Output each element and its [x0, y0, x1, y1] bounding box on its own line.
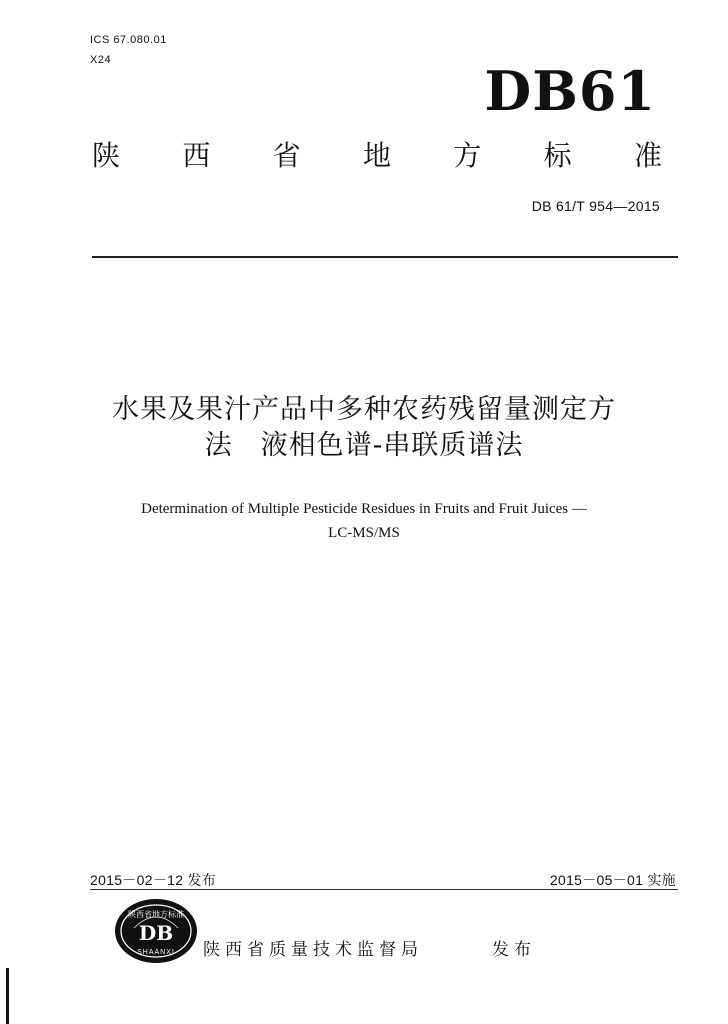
standard-type-char: 方 [453, 139, 482, 172]
seal-top-text: 陕西省地方标准 [128, 910, 184, 919]
date-divider [90, 889, 678, 890]
title-chinese-line-1: 水果及果汁产品中多种农药残留量测定方 [112, 394, 616, 425]
publisher-name: 陕西省质量技术监督局 [203, 940, 423, 960]
title-chinese-line-2: 法 液相色谱-串联质谱法 [204, 430, 524, 462]
title-english [40, 497, 688, 545]
ccs-code: X24 [90, 54, 112, 66]
standard-type-char: 省 [272, 139, 301, 172]
seal-center-text: DB [138, 921, 174, 945]
seal-emblem-icon [114, 898, 198, 964]
ics-code: ICS 67.080.01 [90, 34, 167, 46]
standard-type-char: 地 [362, 139, 391, 172]
title-english-line-2: LC-MS/MS [328, 525, 400, 541]
header-divider [92, 256, 678, 258]
db61-logo: DB61 [484, 59, 656, 123]
seal-bottom-text: SHAANXI [137, 949, 175, 956]
implementation-date: 2015－05－01 实施 [549, 872, 676, 888]
standard-number: DB 61/T 954—2015 [531, 198, 660, 214]
standard-type [92, 139, 662, 172]
title-english-line-1: Determination of Multiple Pesticide Residues in Fruits and Fruit Juices — [141, 501, 587, 517]
publisher-seal [114, 898, 198, 964]
standard-type-char: 准 [633, 139, 662, 172]
scan-edge-mark [6, 968, 9, 1024]
standard-type-char: 陕 [92, 139, 121, 172]
title-chinese [40, 392, 688, 465]
publish-action: 发布 [492, 940, 536, 960]
standard-type-char: 西 [182, 139, 211, 172]
issue-date: 2015－02－12 发布 [90, 872, 217, 888]
standard-type-char: 标 [543, 139, 572, 172]
